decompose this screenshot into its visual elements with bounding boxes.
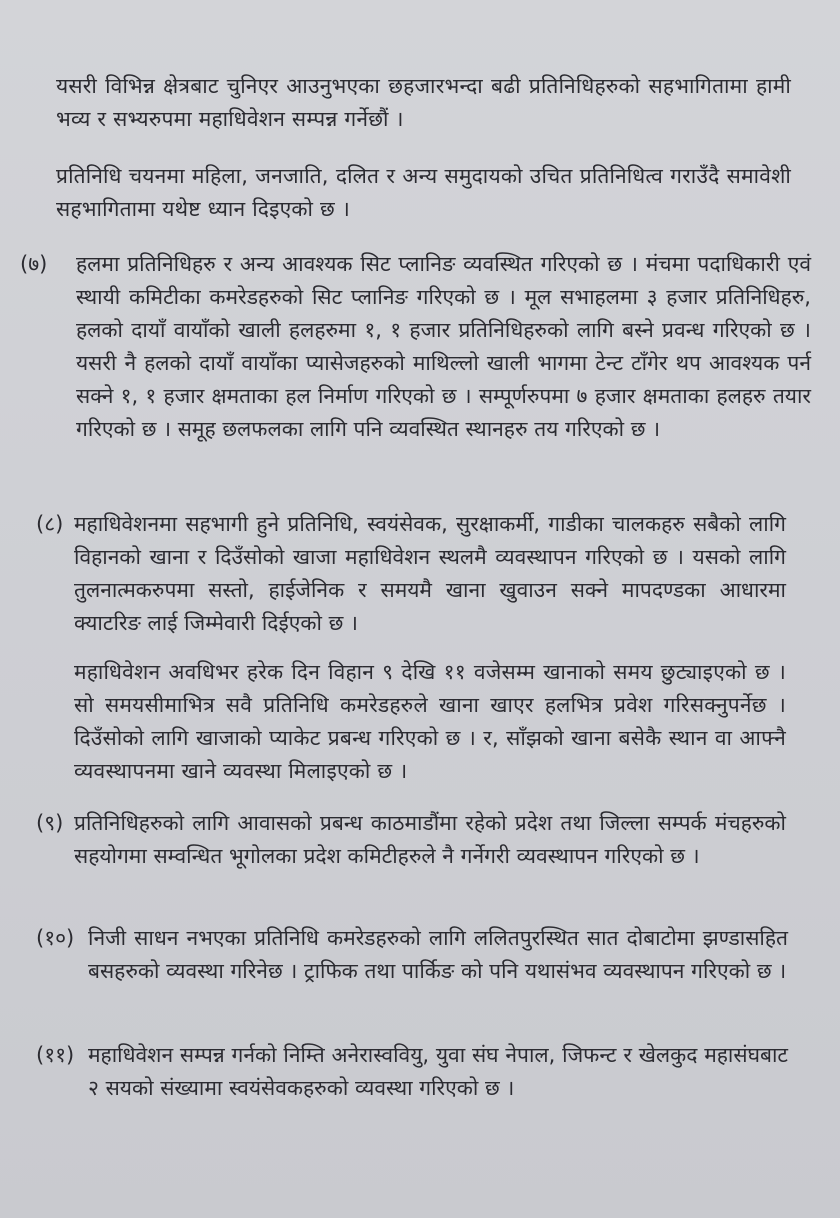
item-text: प्रतिनिधिहरुको लागि आवासको प्रबन्ध काठमाडौंमा रहेको प्रदेश तथा जिल्ला सम्पर्क मंचहरुको सहयोगमा सम्वन्धित भूगोलका प्रदेश कमिटीहरुले नै गर्नेगरी व्यवस्थापन गरिएको छ । — [74, 811, 786, 868]
item-number: (११) — [36, 1043, 75, 1067]
item-text: महाधिवेशनमा सहभागी हुने प्रतिनिधि, स्वयंसेवक, सुरक्षाकर्मी, गाडीका चालकहरु सबैको लागि विहानको खाना र दिउँसोको खाजा महाधिवेशन स्थलमै व्यवस्थापन गरिएको छ । यसको लागि तुलनात्मकरुपमा सस्तो, हाईजेनिक र समयमै खाना खुवाउन सक्ने मापदण्डका आधारमा क्याटरिङ लाई जिम्मेवारी दिईएको छ । — [74, 512, 786, 635]
list-item-9 — [36, 807, 816, 907]
item-number: (१०) — [36, 926, 75, 950]
item-number: (८) — [36, 512, 64, 536]
list-item-10 — [36, 922, 816, 1022]
item-text: हलमा प्रतिनिधिहरु र अन्य आवश्यक सिट प्लानिङ व्यवस्थित गरिएको छ । मंचमा पदाधिकारी एवं स्थायी कमिटीका कमरेडहरुको सिट प्लानिङ गरिएको छ । मूल सभाहलमा ३ हजार प्रतिनिधिहरु, हलको दायाँ वायाँको खाली हलहरुमा १, १ हजार प्रतिनिधिहरुको लागि बस्ने प्रवन्ध गरिएको छ । यसरी नै हलको दायाँ वायाँका प्यासेजहरुको माथिल्लो खाली भागमा टेन्ट टाँगेर थप आवश्यक पर्न सक्ने १, १ हजार क्षमताका हल निर्माण गरिएको छ । सम्पूर्णरुपमा ७ हजार क्षमताका हलहरु तयार गरिएको छ । समूह छलफलका लागि पनि व्यवस्थित स्थानहरु तय गरिएको छ । — [76, 252, 811, 441]
item-number: (९) — [36, 811, 64, 835]
item-text: निजी साधन नभएका प्रतिनिधि कमरेडहरुको लागि ललितपुरस्थित सात दोबाटोमा झण्डासहित बसहरुको व्यवस्था गरिनेछ । ट्राफिक तथा पार्किङ को पनि यथासंभव व्यवस्थापन गरिएको छ । — [88, 926, 788, 983]
paragraph-meal-schedule: महाधिवेशन अवधिभर हरेक दिन विहान ९ देखि ११ वजेसम्म खानाको समय छुट्याइएको छ । सो समयसीमाभित्र सवै प्रतिनिधि कमरेडहरुले खाना खाएर हलभित्र प्रवेश गरिसक्नुपर्नेछ । दिउँसोको लागि खाजाको प्याकेट प्रबन्ध गरिएको छ । र, साँझको खाना बसेकै स्थान वा आफ्नै व्यवस्थापनमा खाने व्यवस्था मिलाइएको छ । — [74, 660, 786, 783]
paragraph-inclusive-representation: प्रतिनिधि चयनमा महिला, जनजाति, दलित र अन्य समुदायको उचित प्रतिनिधित्व गराउँदै समावेशी सहभागितामा यथेष्ट ध्यान दिइएको छ । — [56, 164, 791, 221]
list-item-8 — [36, 508, 816, 638]
paragraph-delegates-participation: यसरी विभिन्न क्षेत्रबाट चुनिएर आउनुभएका छहजारभन्दा बढी प्रतिनिधिहरुको सहभागितामा हामी भव्य र सभ्यरुपमा महाधिवेशन सम्पन्न गर्नेछौं । — [56, 74, 791, 131]
list-item-11 — [36, 1039, 816, 1109]
item-number: (७) — [20, 252, 48, 276]
item-text: महाधिवेशन सम्पन्न गर्नको निम्ति अनेरास्ववियु, युवा संघ नेपाल, जिफन्ट र खेलकुद महासंघबाट २ सयको संख्यामा स्वयंसेवकहरुको व्यवस्था गरिएको छ । — [88, 1043, 788, 1100]
list-item-7 — [20, 248, 810, 488]
